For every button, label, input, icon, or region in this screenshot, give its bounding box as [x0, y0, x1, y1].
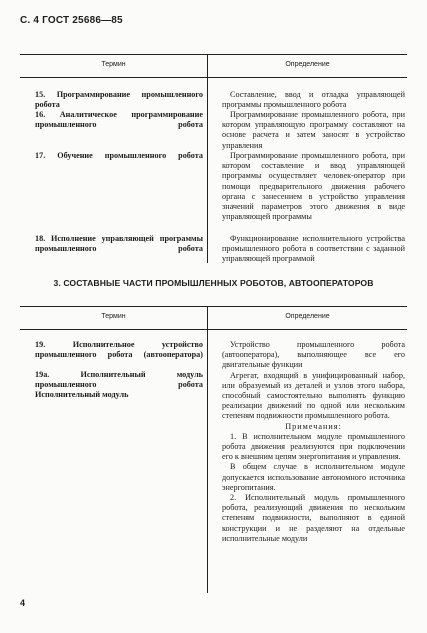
column-header-definition: Определение	[285, 313, 330, 320]
terms-table-2	[20, 306, 407, 593]
table-header	[20, 54, 407, 78]
page-header: С. 4 ГОСТ 25686—85	[20, 15, 123, 26]
column-header-term: Термин	[101, 61, 126, 68]
term-19a-short: Исполнительный модуль	[35, 390, 129, 399]
definition-19-19a	[222, 340, 405, 544]
term-18: 18. Исполнение управляющей программы промышленного робота	[35, 234, 203, 253]
notes-title: Примечания:	[285, 421, 342, 431]
column-divider	[207, 306, 208, 593]
term-15: 15. Программирование промышленного робота	[35, 90, 203, 109]
column-header-definition: Определение	[285, 61, 330, 68]
column-divider	[207, 54, 208, 263]
term-19a: 19а. Исполнительный модуль промышленного робота	[35, 370, 203, 389]
definition-16: Программирование промышленного робота, при котором управляющую программу составляют на основе расчета и затем заносят в устройство управления	[222, 110, 405, 150]
note-1: 1. В исполнительном модуле промышленного робота движения реализуются при подключении его к внешним цепям энергопитания и управления.	[222, 431, 405, 462]
term-16: 16. Аналитическое программирование промышленного робота	[35, 110, 203, 129]
definition-17: Программирование промышленного робота, при котором составление и ввод управляющей программы осуществляет человек-оператор при помощи предварительного движения рабочего органа с занесением в устройство управления значений параметров этого движения в виде управляющей программы	[222, 151, 405, 222]
note-1b: В общем случае в исполнительном модуле допускается использование автономного источника энергопитания.	[222, 462, 405, 492]
definition-15: Составление, ввод и отладка управляющей программы промышленного робота	[222, 90, 405, 110]
section-title: 3. СОСТАВНЫЕ ЧАСТИ ПРОМЫШЛЕННЫХ РОБОТОВ, АВТООПЕРАТОРОВ	[53, 278, 374, 288]
page-number: 4	[20, 598, 26, 608]
note-2: 2. Исполнительный модуль промышленного робота, реализующий движения по нескольким степеням подвижности, выполняют в единой конструкции и не разделяют на отдельные исполнительные модули	[222, 493, 405, 543]
definition-19: Устройство промышленного робота (автооператора), выполняющее все его двигательные функции	[222, 340, 405, 370]
term-17: 17. Обучение промышленного робота	[35, 151, 203, 160]
column-header-term: Термин	[101, 313, 126, 320]
definition-18: Функционирование исполнительного устройства промышленного робота в соответствии с заданной управляющей программой	[222, 234, 405, 264]
term-19: 19. Исполнительное устройство промышленного робота (автооператора)	[35, 340, 203, 359]
definition-19a: Агрегат, входящий в унифицированный набор, или образуемый из деталей и узлов этого набора, способный самостоятельно выполнять функцию реализации движений по одной или нескольким степеням подвижности промышленного робота.	[222, 370, 405, 421]
table-header	[20, 306, 407, 330]
terms-table-1	[20, 54, 407, 263]
